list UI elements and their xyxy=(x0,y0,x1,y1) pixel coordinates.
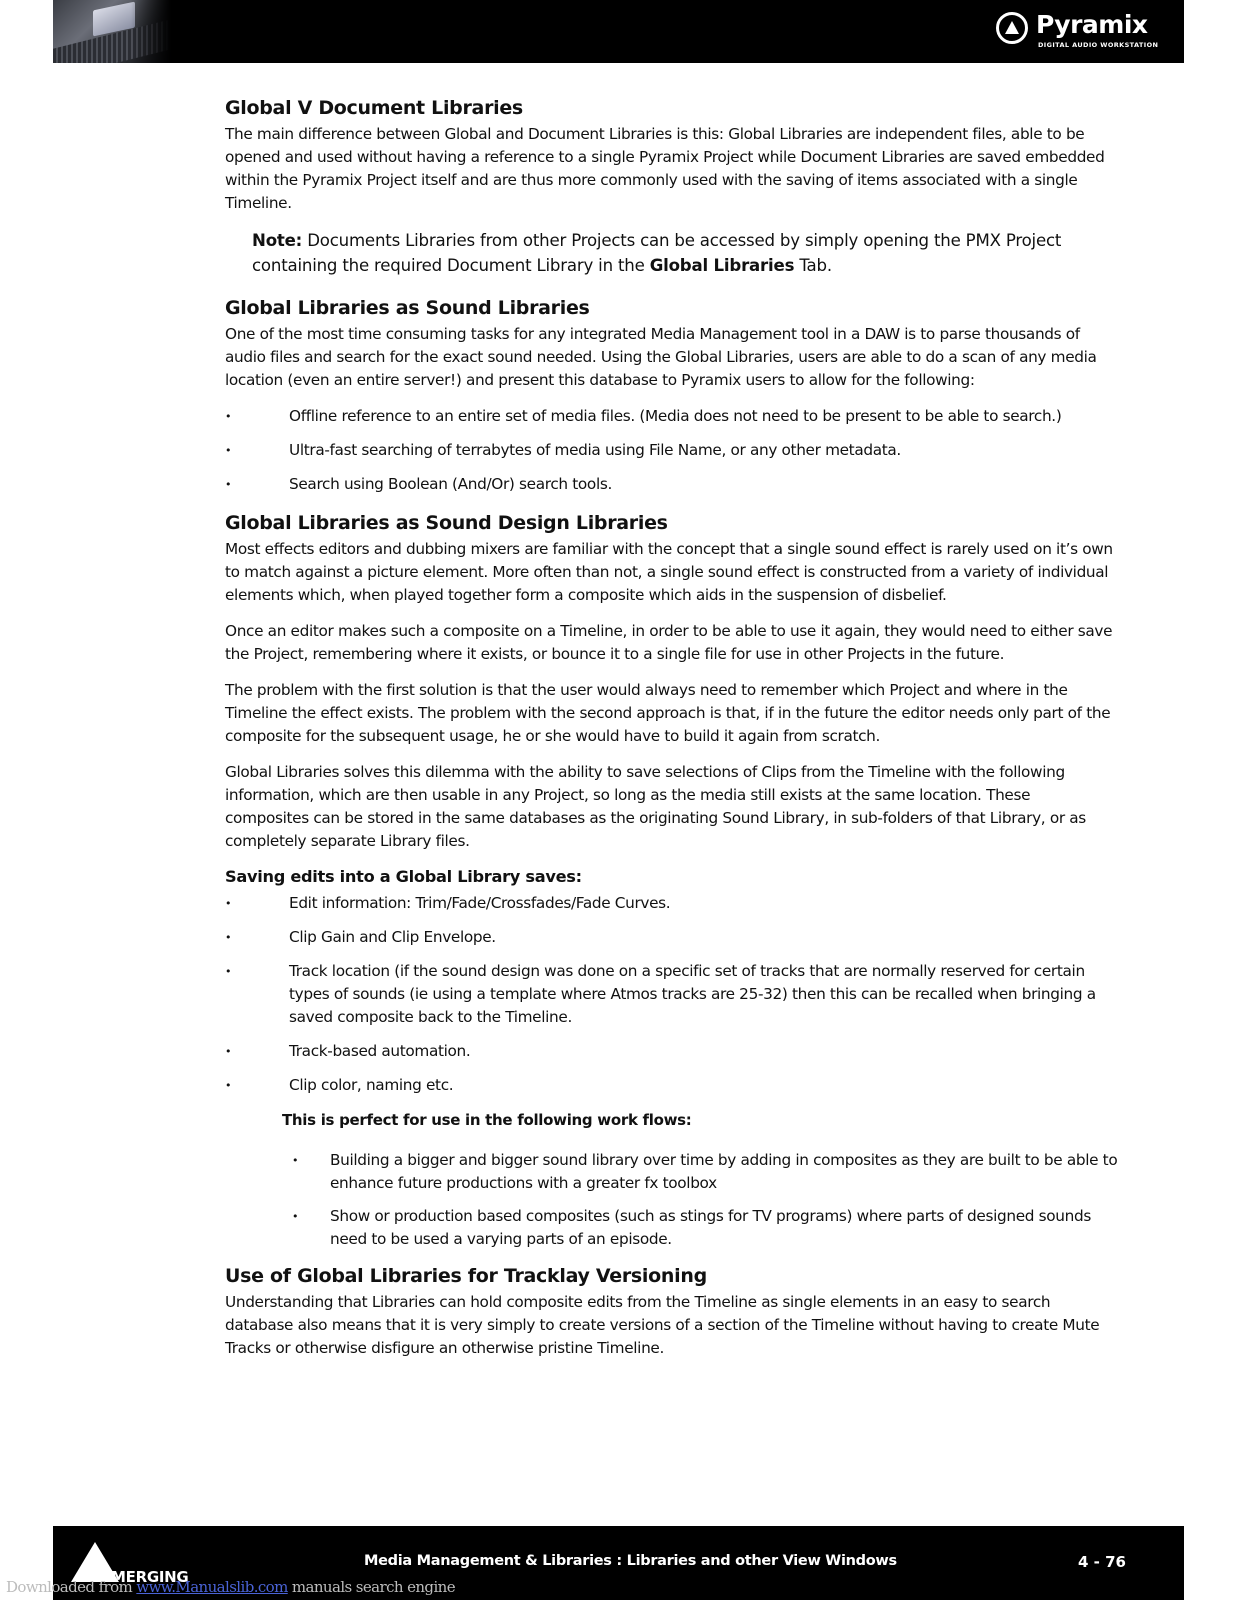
list-item: • Track location (if the sound design was done on a specific set of tracks that are normally reserved for certain types of sounds (ie using a template where Atmos tracks are 25-32) then this can be recalled when bringing a saved composite back to the Timeline. xyxy=(225,960,1118,1029)
paragraph: Most effects editors and dubbing mixers are familiar with the concept that a single sound effect is rarely used on it’s own to match against a picture element. More often than not, a single sound effect is constructed from a variety of individual elements which, when played together form a composite which aids in the suspension of disbelief. xyxy=(225,540,1113,604)
page-number: 4 - 76 xyxy=(1078,1553,1126,1571)
download-watermark xyxy=(0,1574,700,1600)
paragraph: Global Libraries solves this dilemma with the ability to save selections of Clips from the Timeline with the following information, which are then usable in any Project, so long as the media still exists at the same location. These composites can be stored in the same databases as the originating Sound Library, in sub-folders of that Library, or as completely separate Library files. xyxy=(225,763,1086,850)
note-label: Note: xyxy=(252,231,303,250)
paragraph: Once an editor makes such a composite on a Timeline, in order to be able to use it again, they would need to either save the Project, remembering where it exists, or bounce it to a single file for use in other Projects in the future. xyxy=(225,622,1113,663)
note-bold: Global Libraries xyxy=(649,256,795,275)
bullet-list xyxy=(225,892,1118,1097)
note-paragraph xyxy=(252,228,1118,278)
bullet-list xyxy=(225,405,1118,496)
list-item: • Ultra-fast searching of terrabytes of media using File Name, or any other metadata. xyxy=(225,439,1118,462)
manualslib-link[interactable]: www.Manualslib.com xyxy=(136,1578,288,1596)
workflow-heading: This is perfect for use in the following work flows: xyxy=(282,1111,692,1129)
pyramix-logo xyxy=(996,10,1166,54)
download-line xyxy=(6,1578,455,1596)
pyramix-logo-icon xyxy=(996,12,1028,44)
photo-fade xyxy=(131,0,171,63)
merging-logo-text: MERGING xyxy=(111,1568,189,1586)
section-tracklay-versioning xyxy=(225,1265,1118,1360)
section-sound-libraries xyxy=(225,297,1118,496)
note-text: Documents Libraries from other Projects can be accessed by simply opening the PMX Project containing the required Document Library in the xyxy=(252,231,1062,275)
header-studio-photo xyxy=(53,0,171,63)
section-title: Global Libraries as Sound Design Libraries xyxy=(225,512,668,534)
paragraph: The problem with the first solution is that the user would always need to remember which Project and where in the Timeline the effect exists. The problem with the second approach is that, if in the future the editor needs only part of the composite for the subsequent usage, he or she would have to build it again from scratch. xyxy=(225,681,1111,745)
paragraph: One of the most time consuming tasks for any integrated Media Management tool in a DAW is to parse thousands of audio files and search for the exact sound needed. Using the Global Libraries, users are able to do a scan of any media location (even an entire server!) and present this database to Pyramix users to allow for the following: xyxy=(225,325,1097,389)
subheading: Saving edits into a Global Library saves: xyxy=(225,867,582,886)
list-item: • Show or production based composites (such as stings for TV programs) where parts of designed sounds need to be used a varying parts of an episode. xyxy=(292,1205,1118,1251)
footer-chapter-title: Media Management & Libraries : Libraries and other View Windows xyxy=(364,1553,897,1569)
section-title: Use of Global Libraries for Tracklay Versioning xyxy=(225,1265,707,1287)
logo-name: Pyramix xyxy=(1036,10,1148,39)
download-suffix: manuals search engine xyxy=(287,1578,455,1596)
list-item: • Clip Gain and Clip Envelope. xyxy=(225,926,1118,949)
note-text-end: Tab. xyxy=(794,256,832,275)
section-sound-design-libraries xyxy=(225,512,1118,1251)
section-title: Global V Document Libraries xyxy=(225,97,523,119)
paragraph: The main difference between Global and Document Libraries is this: Global Libraries are independent files, able to be opened and used without having a reference to a single Pyramix Project while Document Libraries are saved embedded within the Pyramix Project itself and are thus more commonly used with the saving of items associated with a single Timeline. xyxy=(225,125,1105,212)
paragraph: Understanding that Libraries can hold composite edits from the Timeline as single elements in an easy to search database also means that it is very simply to create versions of a section of the Timeline without having to create Mute Tracks or otherwise disfigure an otherwise pristine Timeline. xyxy=(225,1293,1100,1357)
list-item: • Building a bigger and bigger sound library over time by adding in composites as they are built to be able to enhance future productions with a greater fx toolbox xyxy=(292,1149,1118,1195)
section-title: Global Libraries as Sound Libraries xyxy=(225,297,590,319)
download-prefix: Downloaded from xyxy=(6,1578,137,1596)
list-item: • Search using Boolean (And/Or) search tools. xyxy=(225,473,1118,496)
section-global-v-document xyxy=(225,97,1118,278)
list-item: • Edit information: Trim/Fade/Crossfades/Fade Curves. xyxy=(225,892,1118,915)
page-header xyxy=(53,0,1184,63)
document-body xyxy=(225,97,1118,1373)
list-item: • Offline reference to an entire set of media files. (Media does not need to be present to be able to search.) xyxy=(225,405,1118,428)
logo-subtitle: DIGITAL AUDIO WORKSTATION xyxy=(1038,41,1159,49)
list-item: • Clip color, naming etc. xyxy=(225,1074,1118,1097)
list-item: • Track-based automation. xyxy=(225,1040,1118,1063)
workflow-list xyxy=(292,1149,1118,1251)
